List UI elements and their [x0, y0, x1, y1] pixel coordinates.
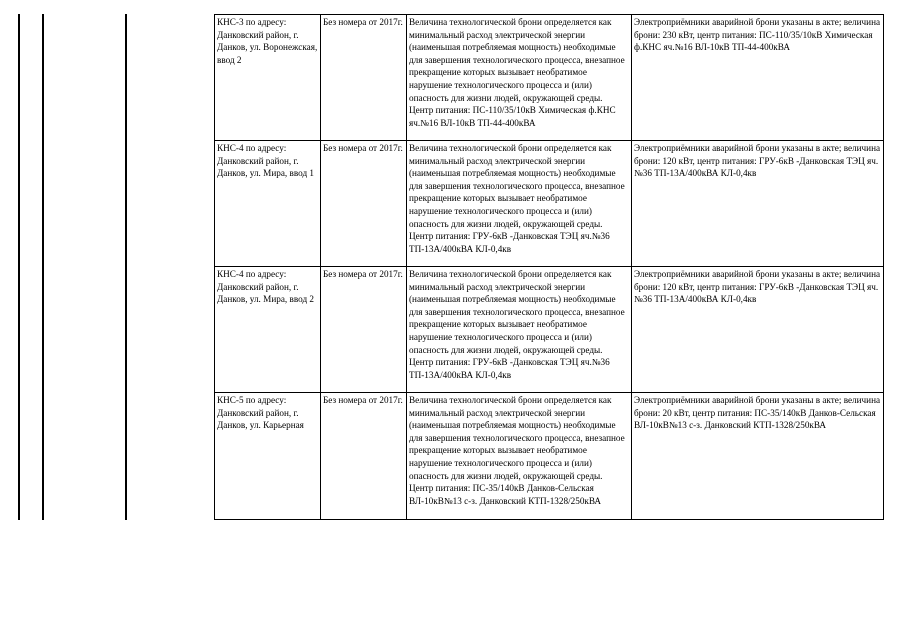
left-border-line-3: [125, 14, 127, 520]
object-cell: КНС-5 по адресу: Данковский район, г. Данков, ул. Карьерная: [215, 393, 321, 520]
reservation-table: [214, 14, 884, 520]
left-border-line-2: [42, 14, 44, 520]
table-row: [215, 267, 884, 393]
note-cell: Электроприёмники аварийной брони указаны в акте; величина брони: 20 кВт, центр питания: ПС-35/140кВ Данков-Сельская ВЛ-10кВ№13 с-з. Данковский КТП-1328/250кВА: [632, 393, 884, 520]
document-cell: Без номера от 2017г.: [321, 141, 407, 267]
note-cell: Электроприёмники аварийной брони указаны в акте; величина брони: 230 кВт, центр питания: ПС-110/35/10кВ Химическая ф.КНС яч.№16 ВЛ-10кВ ТП-44-400кВА: [632, 15, 884, 141]
table-row: [215, 141, 884, 267]
description-cell: Величина технологической брони определяется как минимальный расход электрической энергии (наименьшая потребляемая мощность) необходимые для завершения технологического процесса, внезапное прекращение которых вызывает необратимое нарушение технологического процесса и (или) опасность для жизни людей, окружающей среды. Центр питания: ПС-110/35/10кВ Химическая ф.КНС яч.№16 ВЛ-10кВ ТП-44-400кВА: [407, 15, 632, 141]
note-cell: Электроприёмники аварийной брони указаны в акте; величина брони: 120 кВт, центр питания: ГРУ-6кВ -Данковская ТЭЦ яч.№36 ТП-13А/400кВА КЛ-0,4кв: [632, 267, 884, 393]
left-border-line-1: [18, 14, 20, 520]
object-cell: КНС-3 по адресу: Данковский район, г. Данков, ул. Воронежская, ввод 2: [215, 15, 321, 141]
table-row: [215, 393, 884, 520]
description-cell: Величина технологической брони определяется как минимальный расход электрической энергии (наименьшая потребляемая мощность) необходимые для завершения технологического процесса, внезапное прекращение которых вызывает необратимое нарушение технологического процесса и (или) опасность для жизни людей, окружающей среды. Центр питания: ГРУ-6кВ -Данковская ТЭЦ яч.№36 ТП-13А/400кВА КЛ-0,4кв: [407, 267, 632, 393]
object-cell: КНС-4 по адресу: Данковский район, г. Данков, ул. Мира, ввод 1: [215, 141, 321, 267]
table-row: [215, 15, 884, 141]
note-cell: Электроприёмники аварийной брони указаны в акте; величина брони: 120 кВт, центр питания: ГРУ-6кВ -Данковская ТЭЦ яч.№36 ТП-13А/400кВА КЛ-0,4кв: [632, 141, 884, 267]
document-cell: Без номера от 2017г.: [321, 393, 407, 520]
document-cell: Без номера от 2017г.: [321, 15, 407, 141]
description-cell: Величина технологической брони определяется как минимальный расход электрической энергии (наименьшая потребляемая мощность) необходимые для завершения технологического процесса, внезапное прекращение которых вызывает необратимое нарушение технологического процесса и (или) опасность для жизни людей, окружающей среды. Центр питания: ПС-35/140кВ Данков-Сельская ВЛ-10кВ№13 с-з. Данковский КТП-1328/250кВА: [407, 393, 632, 520]
document-cell: Без номера от 2017г.: [321, 267, 407, 393]
description-cell: Величина технологической брони определяется как минимальный расход электрической энергии (наименьшая потребляемая мощность) необходимые для завершения технологического процесса, внезапное прекращение которых вызывает необратимое нарушение технологического процесса и (или) опасность для жизни людей, окружающей среды. Центр питания: ГРУ-6кВ -Данковская ТЭЦ яч.№36 ТП-13А/400кВА КЛ-0,4кв: [407, 141, 632, 267]
object-cell: КНС-4 по адресу: Данковский район, г. Данков, ул. Мира, ввод 2: [215, 267, 321, 393]
